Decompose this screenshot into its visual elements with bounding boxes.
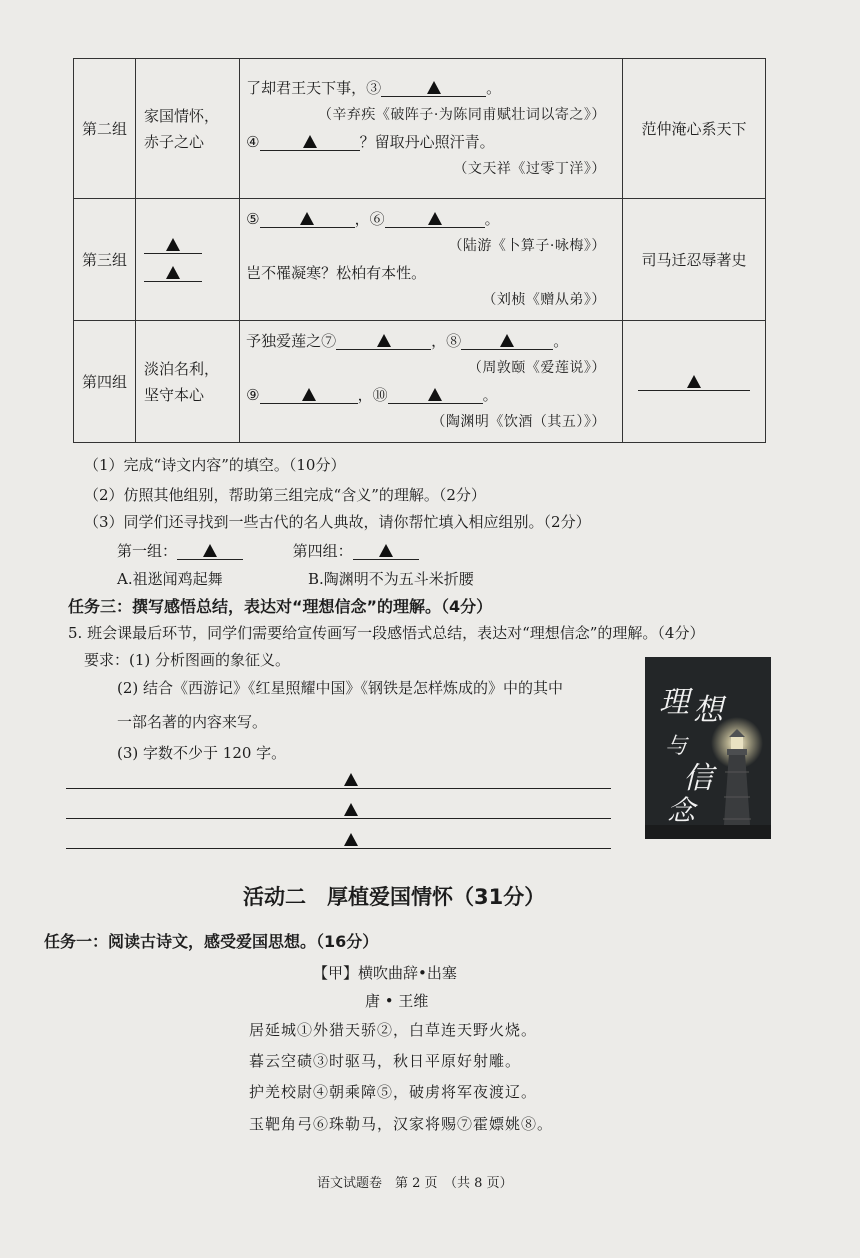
table-row bbox=[74, 321, 766, 443]
answer-triangle-icon bbox=[300, 212, 314, 225]
answer-triangle-icon bbox=[428, 212, 442, 225]
poster-char: 与 bbox=[665, 734, 688, 759]
poster-char: 信 bbox=[683, 761, 713, 796]
page-footer: 语文试题卷 第 2 页 （共 8 页） bbox=[317, 1176, 513, 1191]
poem-title: 【甲】横吹曲辞•出塞 bbox=[313, 964, 457, 982]
answer-triangle-icon bbox=[303, 135, 317, 148]
task1-heading: 任务一：阅读古诗文，感受爱国思想。（16分） bbox=[44, 932, 379, 951]
poem-line: 护羌校尉④朝乘障⑤，破虏将军夜渡辽。 bbox=[249, 1083, 538, 1101]
poem-source: （辛弃疾《破阵子·为陈同甫赋壮词以寄之》） bbox=[317, 106, 606, 123]
answer-triangle-icon bbox=[379, 544, 393, 557]
poem-author: 唐 • 王维 bbox=[365, 992, 429, 1010]
answer-triangle-icon bbox=[377, 334, 391, 347]
essay-line[interactable] bbox=[66, 818, 611, 819]
task3-heading: 任务三：撰写感悟总结，表达对“理想信念”的理解。（4分） bbox=[68, 597, 493, 616]
poster-char: 理 bbox=[659, 685, 689, 720]
poem-line: 玉靶角弓⑥珠勒马，汉家将赐⑦霍嫖姚⑧。 bbox=[249, 1115, 554, 1133]
requirement-1: 要求：(1) 分析图画的象征义。 bbox=[84, 651, 291, 669]
question-5: 5. 班会课最后环节，同学们需要给宣传画写一段感悟式总结，表达对“理想信念”的理解。（4分） bbox=[68, 624, 705, 642]
group-answer-row: 第一组： 第四组： bbox=[117, 541, 419, 561]
group-cell: 第四组 bbox=[74, 321, 136, 443]
answer-blank[interactable] bbox=[260, 211, 355, 228]
poem-source: （周敦颐《爱莲说》） bbox=[467, 359, 606, 376]
answer-blank[interactable] bbox=[260, 134, 360, 151]
answer-triangle-icon bbox=[344, 773, 358, 786]
answer-blank[interactable] bbox=[388, 387, 483, 404]
answer-triangle-icon bbox=[427, 81, 441, 94]
meaning-cell: 家国情怀， 赤子之心 bbox=[135, 59, 239, 199]
answer-triangle-icon bbox=[344, 803, 358, 816]
answer-blank[interactable] bbox=[177, 543, 243, 560]
answer-blank[interactable] bbox=[144, 237, 202, 254]
person-cell bbox=[622, 321, 765, 443]
person-cell: 司马迁忍辱著史 bbox=[622, 199, 765, 321]
question-1: （1）完成“诗文内容”的填空。（10分） bbox=[84, 456, 346, 474]
essay-line[interactable] bbox=[66, 848, 611, 849]
answer-triangle-icon bbox=[166, 238, 180, 251]
requirement-3: (3) 字数不少于 120 字。 bbox=[117, 744, 287, 762]
poem-source: （文天祥《过零丁洋》） bbox=[453, 160, 606, 177]
answer-triangle-icon bbox=[166, 266, 180, 279]
answer-triangle-icon bbox=[344, 833, 358, 846]
requirement-2: (2) 结合《西游记》《红星照耀中国》《钢铁是怎样炼成的》中的其中 bbox=[117, 679, 564, 697]
answer-blank[interactable] bbox=[461, 333, 553, 350]
poem-source: （陶渊明《饮酒（其五）》） bbox=[431, 413, 606, 430]
ideal-faith-poster bbox=[645, 657, 771, 839]
poem-cell: ⑤ ，⑥ 。 （陆游《卜算子·咏梅》） 岂不罹凝寒？松柏有本性。 （刘桢《赠从弟》） bbox=[240, 199, 623, 321]
answer-blank[interactable] bbox=[381, 80, 486, 97]
option-b: B.陶渊明不为五斗米折腰 bbox=[308, 570, 474, 588]
question-3: （3）同学们还寻找到一些古代的名人典故，请你帮忙填入相应组别。（2分） bbox=[84, 513, 591, 531]
answer-triangle-icon bbox=[203, 544, 217, 557]
answer-triangle-icon bbox=[500, 334, 514, 347]
answer-blank[interactable] bbox=[638, 374, 750, 391]
poem-cell: 了却君王天下事，③ 。 （辛弃疾《破阵子·为陈同甫赋壮词以寄之》） ④ ？留取丹心照汗青。 （文天祥《过零丁洋》） bbox=[240, 59, 623, 199]
person-cell: 范仲淹心系天下 bbox=[622, 59, 765, 199]
meaning-cell bbox=[135, 199, 239, 321]
question-2: （2）仿照其他组别，帮助第三组完成“含义”的理解。（2分） bbox=[84, 486, 486, 504]
answer-triangle-icon bbox=[302, 388, 316, 401]
answer-triangle-icon bbox=[687, 375, 701, 388]
activity2-heading: 活动二 厚植爱国情怀（31分） bbox=[243, 885, 546, 909]
table-row bbox=[74, 199, 766, 321]
poem-line: 居延城①外猎天骄②，白草连天野火烧。 bbox=[249, 1021, 538, 1039]
answer-blank[interactable] bbox=[385, 211, 485, 228]
requirement-2-cont: 一部名著的内容来写。 bbox=[117, 713, 268, 731]
answer-blank[interactable] bbox=[336, 333, 431, 350]
poem-source: （刘桢《赠从弟》） bbox=[482, 291, 606, 308]
answer-blank[interactable] bbox=[144, 265, 202, 282]
option-a: A.祖逖闻鸡起舞 bbox=[117, 570, 223, 588]
answer-blank[interactable] bbox=[353, 543, 419, 560]
poem-line: 暮云空碛③时驱马，秋日平原好射雕。 bbox=[249, 1052, 522, 1070]
poem-source: （陆游《卜算子·咏梅》） bbox=[448, 237, 606, 254]
answer-triangle-icon bbox=[428, 388, 442, 401]
group-cell: 第二组 bbox=[74, 59, 136, 199]
poster-char: 想 bbox=[693, 693, 723, 728]
table-row bbox=[74, 59, 766, 199]
essay-line[interactable] bbox=[66, 788, 611, 789]
answer-blank[interactable] bbox=[260, 387, 358, 404]
poem-cell: 予独爱莲之⑦ ，⑧ 。 （周敦颐《爱莲说》） ⑨ ，⑩ 。 （陶渊明《饮酒（其五）》） bbox=[240, 321, 623, 443]
group-cell: 第三组 bbox=[74, 199, 136, 321]
meaning-cell: 淡泊名利， 坚守本心 bbox=[135, 321, 239, 443]
poster-char: 念 bbox=[667, 794, 696, 827]
poetry-table bbox=[73, 58, 766, 443]
